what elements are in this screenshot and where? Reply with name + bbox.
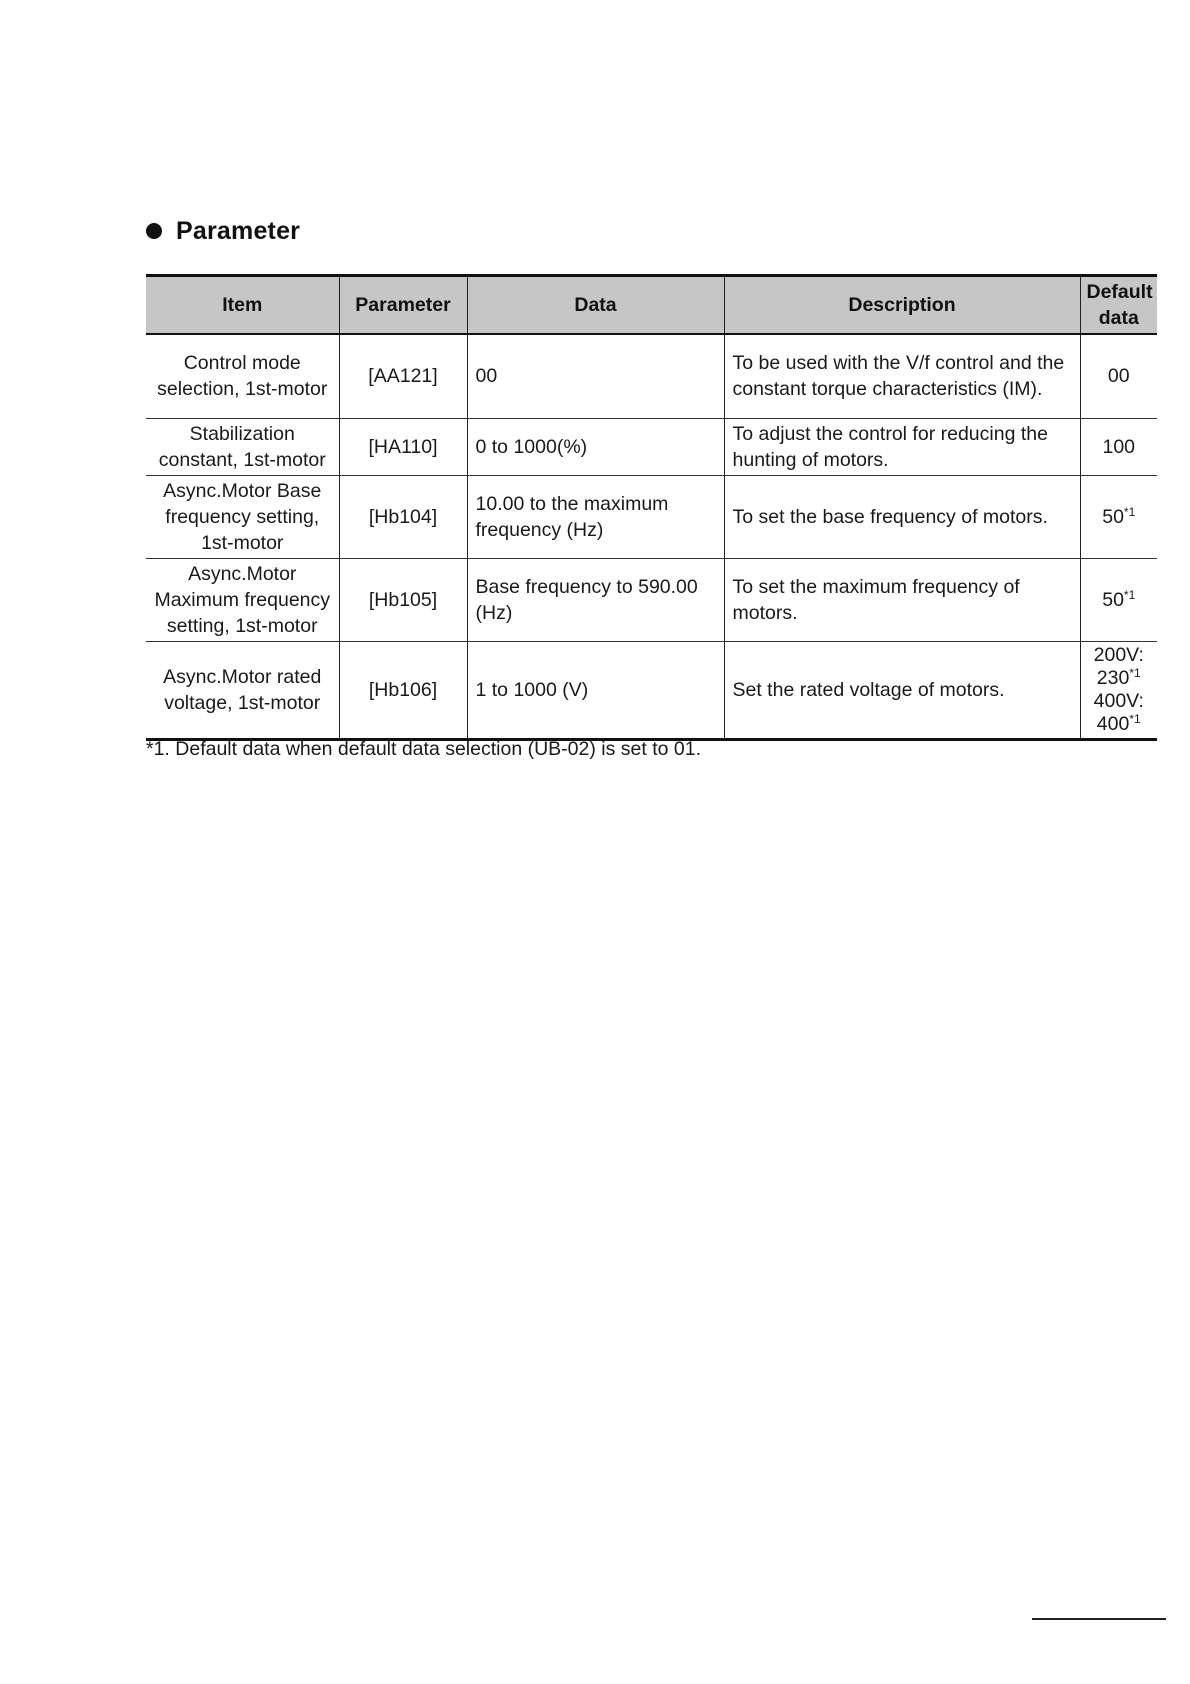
footnote-ref: *1 [1123, 504, 1136, 519]
cell-description: To adjust the control for reducing the hunting of motors. [724, 418, 1080, 475]
cell-item: Control mode selection, 1st-motor [146, 334, 339, 418]
table-header-row [146, 276, 1157, 335]
footnote-ref: *1 [1129, 711, 1141, 726]
cell-parameter: [Hb105] [339, 558, 467, 641]
header-data: Data [467, 276, 724, 335]
default-value: 50 [1102, 505, 1124, 528]
header-parameter: Parameter [339, 276, 467, 335]
footer-rule [1032, 1618, 1166, 1620]
footnote-ref: *1 [1123, 587, 1136, 602]
footnote-ref: *1 [1129, 665, 1141, 680]
cell-data: Base frequency to 590.00 (Hz) [467, 558, 724, 641]
cell-default [1080, 641, 1157, 739]
default-value: 00 [1107, 365, 1130, 388]
bullet-icon [146, 223, 162, 239]
table-row [146, 334, 1157, 418]
cell-default [1080, 558, 1157, 641]
cell-description: To be used with the V/f control and the constant torque characteristics (IM). [724, 334, 1080, 418]
cell-parameter: [Hb106] [339, 641, 467, 739]
cell-parameter: [HA110] [339, 418, 467, 475]
section-title: Parameter [176, 216, 301, 245]
table-row [146, 641, 1157, 739]
default-400v [1083, 713, 1156, 736]
cell-description: To set the maximum frequency of motors. [724, 558, 1080, 641]
table-row [146, 475, 1157, 558]
cell-item: Async.Motor Maximum frequency setting, 1st-motor [146, 558, 339, 641]
default-value: 400 [1096, 712, 1130, 735]
cell-description: Set the rated voltage of motors. [724, 641, 1080, 739]
cell-default [1080, 334, 1157, 418]
cell-data: 0 to 1000(%) [467, 418, 724, 475]
cell-default [1080, 475, 1157, 558]
default-200v-label: 200V: [1093, 643, 1144, 666]
footnote: *1. Default data when default data selection (UB-02) is set to 01. [146, 738, 701, 760]
section-heading [146, 212, 300, 250]
cell-description: To set the base frequency of motors. [724, 475, 1080, 558]
parameter-table [146, 274, 1157, 741]
default-200v [1083, 667, 1156, 690]
header-description: Description [724, 276, 1080, 335]
header-default-data: Default data [1080, 276, 1157, 335]
table-row [146, 558, 1157, 641]
cell-item: Stabilization constant, 1st-motor [146, 418, 339, 475]
cell-default [1080, 418, 1157, 475]
default-value: 230 [1096, 666, 1130, 689]
cell-data: 1 to 1000 (V) [467, 641, 724, 739]
cell-data: 00 [467, 334, 724, 418]
default-value: 100 [1102, 435, 1136, 458]
cell-item: Async.Motor rated voltage, 1st-motor [146, 641, 339, 739]
default-400v-label: 400V: [1093, 689, 1144, 712]
cell-parameter: [Hb104] [339, 475, 467, 558]
header-item: Item [146, 276, 339, 335]
cell-item: Async.Motor Base frequency setting, 1st-motor [146, 475, 339, 558]
cell-parameter: [AA121] [339, 334, 467, 418]
table-row [146, 418, 1157, 475]
cell-data: 10.00 to the maximum frequency (Hz) [467, 475, 724, 558]
default-value: 50 [1102, 588, 1124, 611]
